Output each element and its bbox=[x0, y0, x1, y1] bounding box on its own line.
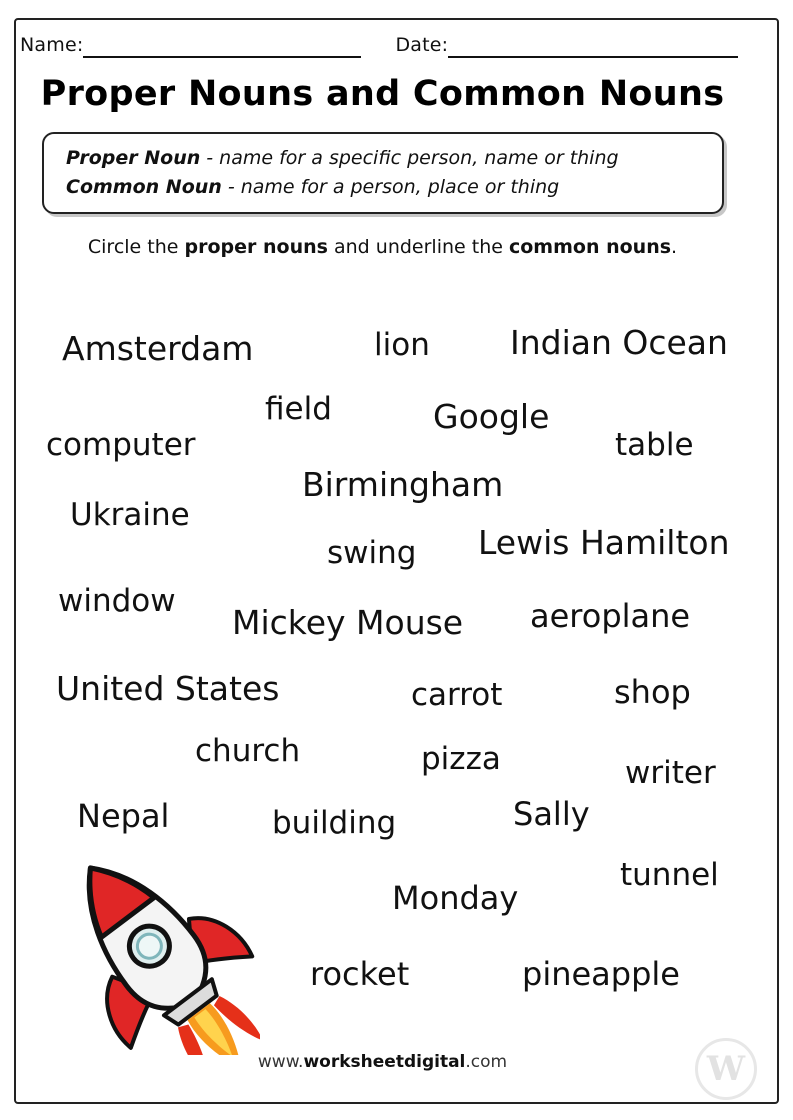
definition-common-noun bbox=[66, 173, 700, 202]
word-item[interactable]: aeroplane bbox=[530, 597, 691, 635]
instruction-bold-proper: proper nouns bbox=[184, 236, 328, 258]
word-item[interactable]: computer bbox=[46, 427, 196, 463]
definition-box bbox=[42, 132, 724, 214]
word-item[interactable]: Amsterdam bbox=[62, 329, 254, 368]
word-item[interactable]: Birmingham bbox=[302, 465, 504, 504]
date-label: Date: bbox=[395, 34, 449, 56]
word-item[interactable]: writer bbox=[625, 755, 716, 791]
footer-url bbox=[0, 1052, 765, 1072]
definition-text-common: - name for a person, place or thing bbox=[221, 176, 560, 199]
instruction-text bbox=[0, 236, 765, 258]
word-item[interactable]: Mickey Mouse bbox=[232, 603, 464, 642]
instruction-part1: Circle the bbox=[87, 236, 185, 258]
word-item[interactable]: table bbox=[615, 427, 694, 463]
word-item[interactable]: window bbox=[58, 583, 176, 619]
word-item[interactable]: church bbox=[195, 733, 301, 769]
word-item[interactable]: Nepal bbox=[77, 797, 170, 835]
footer-suffix: .com bbox=[465, 1052, 508, 1072]
word-item[interactable]: Sally bbox=[513, 795, 590, 833]
word-item[interactable]: Lewis Hamilton bbox=[478, 523, 730, 562]
word-item[interactable]: Indian Ocean bbox=[510, 323, 728, 362]
word-item[interactable]: shop bbox=[614, 673, 691, 711]
name-label: Name: bbox=[20, 34, 84, 56]
word-item[interactable]: pineapple bbox=[522, 955, 680, 993]
rocket-icon bbox=[40, 840, 260, 1055]
word-item[interactable]: United States bbox=[56, 669, 280, 708]
word-item[interactable]: Monday bbox=[392, 879, 519, 917]
word-item[interactable]: field bbox=[265, 391, 332, 427]
word-item[interactable]: tunnel bbox=[620, 857, 719, 893]
definition-term-proper: Proper Noun bbox=[66, 147, 201, 169]
watermark-logo: W bbox=[695, 1038, 757, 1100]
word-item[interactable]: Ukraine bbox=[70, 497, 190, 533]
word-item[interactable]: building bbox=[272, 805, 397, 841]
word-item[interactable]: lion bbox=[374, 327, 430, 363]
word-item[interactable]: Google bbox=[433, 397, 550, 436]
footer-prefix: www. bbox=[257, 1052, 304, 1072]
instruction-part2: and underline the bbox=[327, 236, 509, 258]
name-input-line[interactable] bbox=[83, 36, 361, 58]
definition-term-common: Common Noun bbox=[66, 176, 222, 199]
name-date-row bbox=[20, 22, 744, 58]
page-title: Proper Nouns and Common Nouns bbox=[40, 74, 725, 114]
instruction-part3: . bbox=[671, 236, 678, 258]
date-input-line[interactable] bbox=[448, 36, 738, 58]
word-item[interactable]: swing bbox=[327, 535, 417, 571]
instruction-bold-common: common nouns bbox=[508, 236, 672, 258]
word-item[interactable]: carrot bbox=[411, 677, 503, 713]
definition-proper-noun bbox=[66, 144, 700, 173]
word-item[interactable]: pizza bbox=[421, 741, 501, 777]
footer-brand: worksheetdigital bbox=[303, 1052, 466, 1072]
word-item[interactable]: rocket bbox=[310, 955, 410, 993]
definition-text-proper: - name for a specific person, name or thing bbox=[200, 147, 619, 169]
